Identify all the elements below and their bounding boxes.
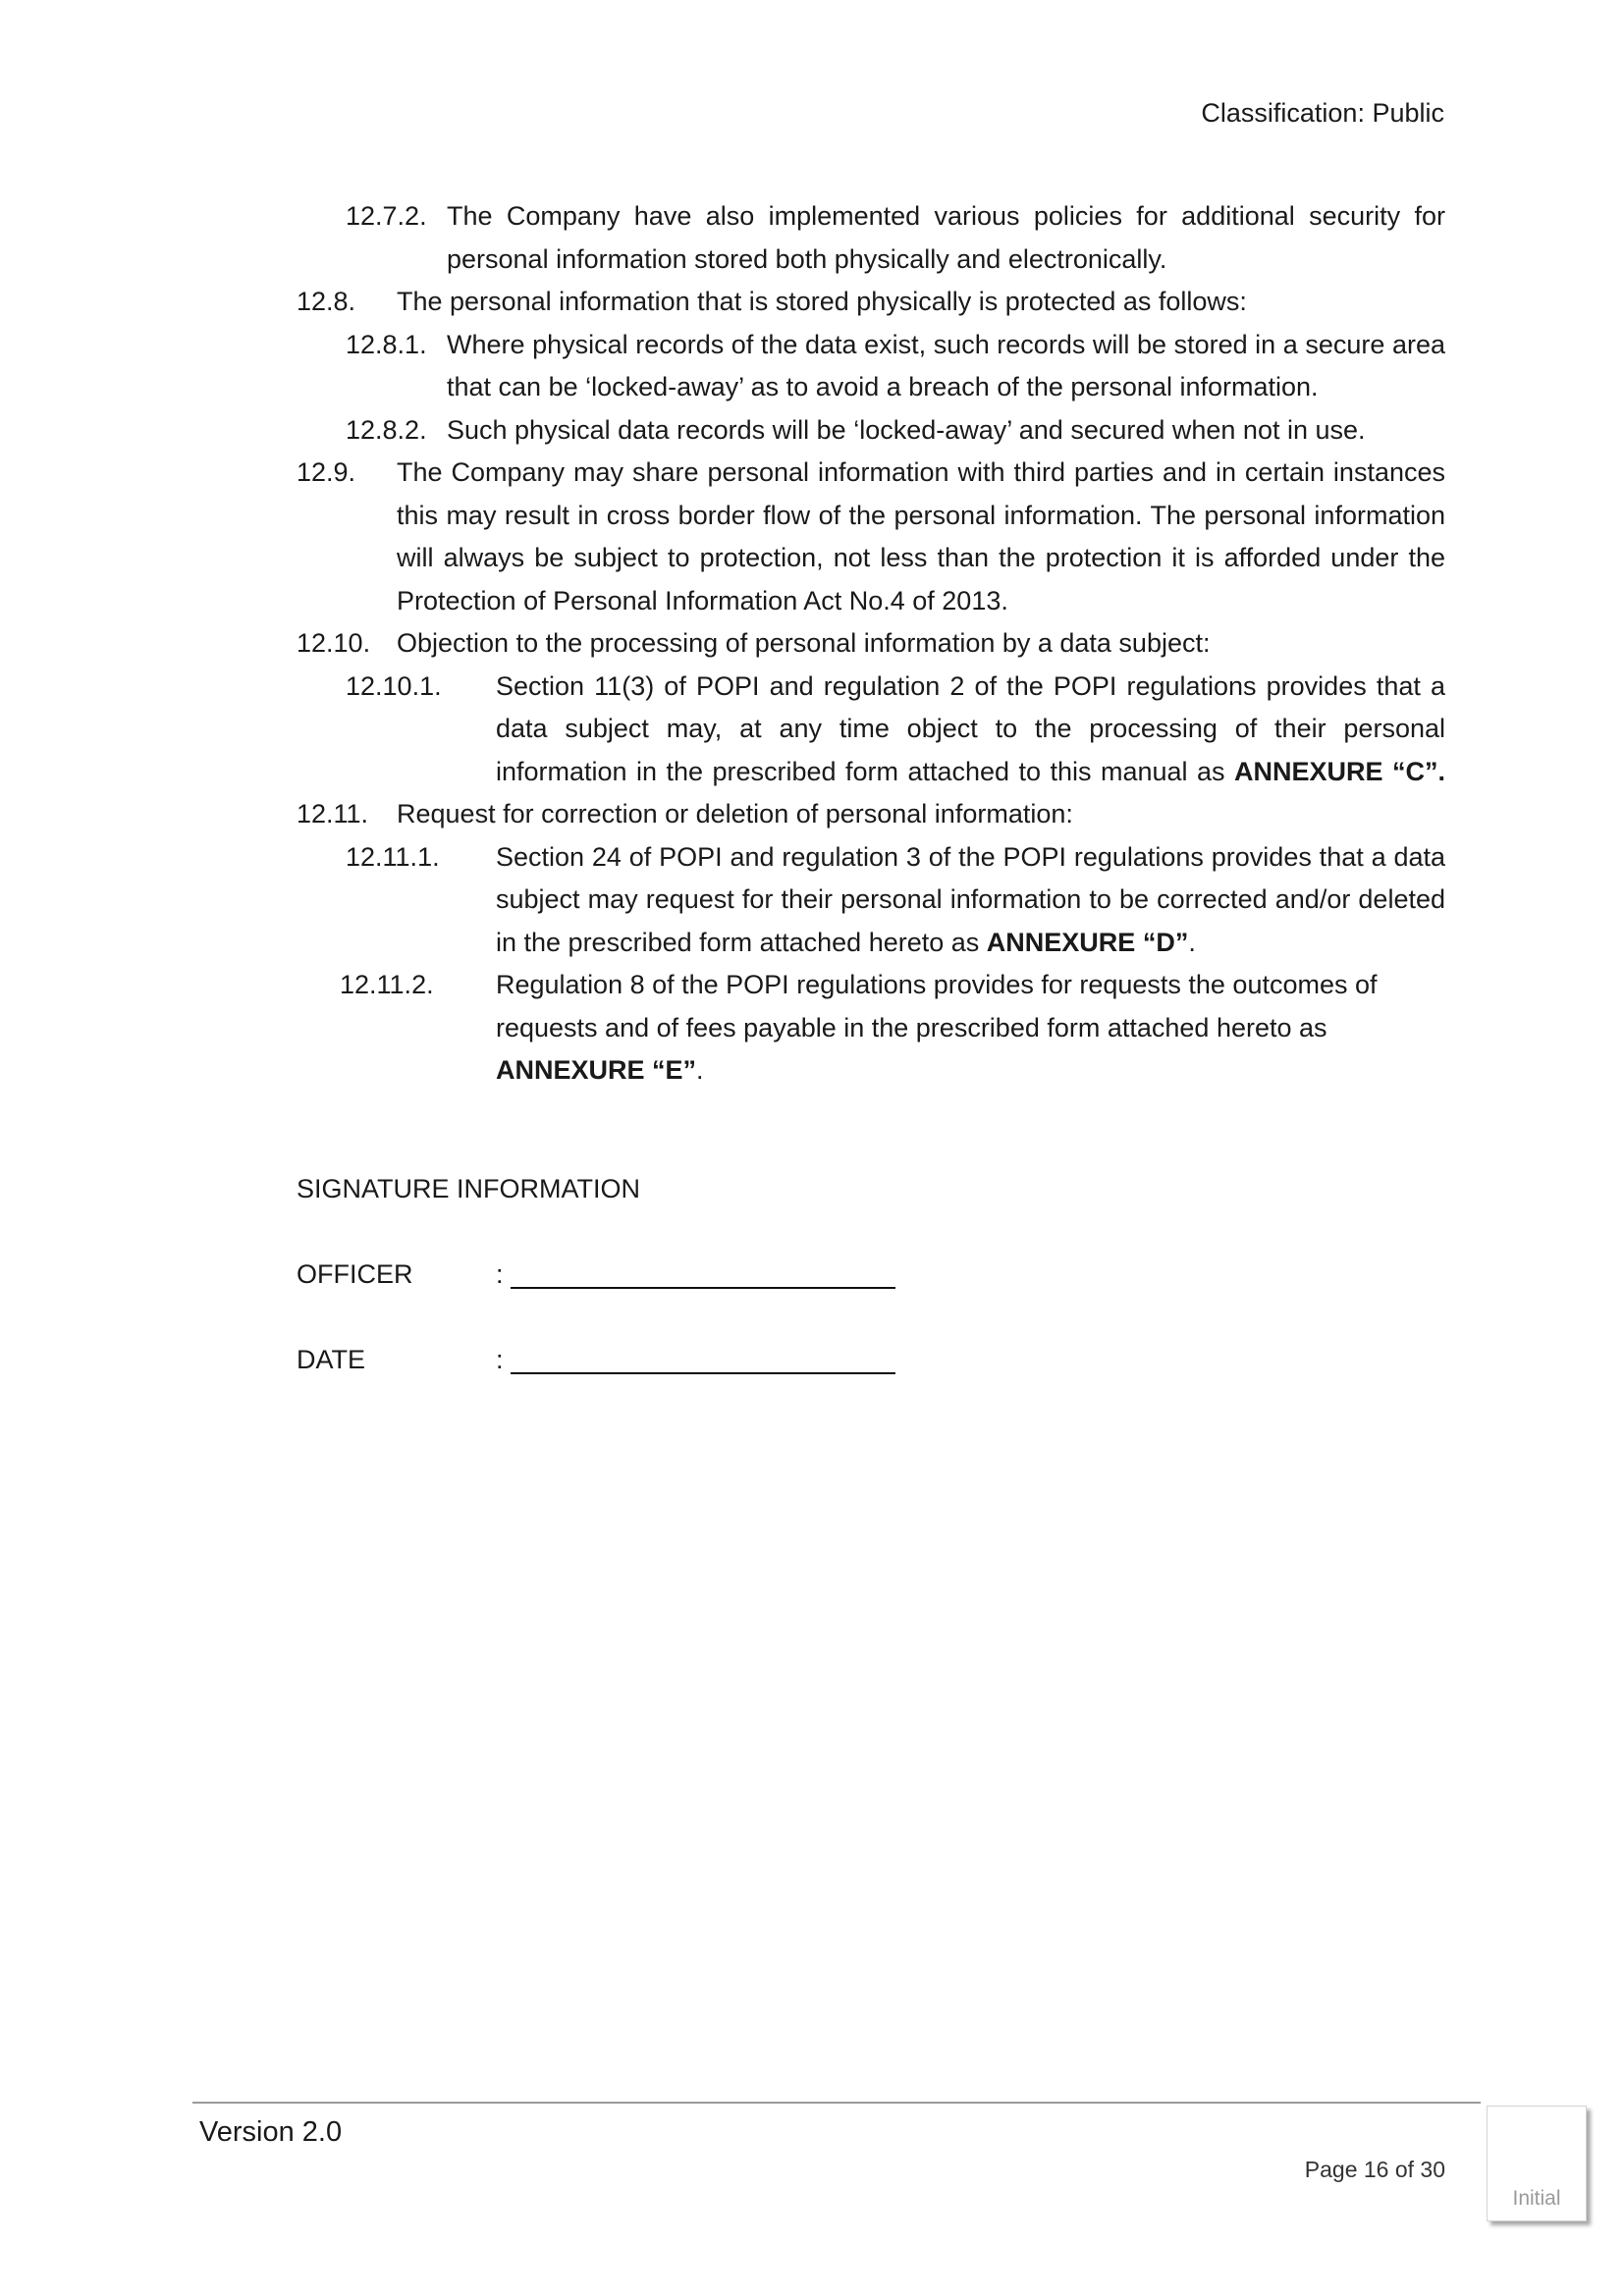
section-number: 12.7.2. bbox=[346, 201, 427, 231]
page-number: Page 16 of 30 bbox=[1304, 2157, 1445, 2182]
section-text: Where physical records of the data exist, such records will be stored in a secure area that can be ‘locked-away’ as to avoid a breach of the personal information. bbox=[447, 329, 1445, 401]
section-text bbox=[496, 666, 1445, 794]
section-text: The personal information that is stored physically is protected as follows: bbox=[397, 287, 1247, 316]
section-12-11-2 bbox=[0, 964, 1445, 1093]
section-number: 12.11.2. bbox=[340, 970, 434, 999]
date-colon: : bbox=[496, 1345, 504, 1374]
section-text: The Company may share personal information with third parties and in certain instances this may result in cross border flow of the personal information. The personal information will always be subject to protection, not less than the protection it is afforded under the Protection of Personal Information Act No.4 of 2013. bbox=[397, 457, 1445, 615]
section-12-8-2 bbox=[0, 409, 1445, 453]
section-number: 12.11.1. bbox=[346, 841, 440, 872]
section-text: Request for correction or deletion of personal information: bbox=[397, 799, 1073, 828]
section-text: The Company have also implemented various policies for additional security for personal information stored both physically and electronically. bbox=[447, 201, 1445, 274]
footer-divider bbox=[192, 2102, 1481, 2104]
section-number: 12.10. bbox=[297, 628, 371, 658]
section-12-10-1 bbox=[0, 666, 1445, 794]
section-12-11-1 bbox=[0, 836, 1445, 965]
section-12-10 bbox=[0, 622, 1445, 666]
section-number: 12.8. bbox=[297, 287, 356, 316]
section-text: Such physical data records will be ‘locked-away’ and secured when not in use. bbox=[447, 414, 1366, 445]
section-text-main: Section 11(3) of POPI and regulation 2 of the POPI regulations provides that a data subject may, at any time object to the processing of their personal information in the prescribed form attached to this manual as bbox=[496, 670, 1445, 786]
section-number: 12.9. bbox=[297, 457, 356, 487]
section-number: 12.8.2. bbox=[346, 414, 427, 445]
section-12-11 bbox=[0, 793, 1445, 836]
section-text-main: Section 24 of POPI and regulation 3 of the POPI regulations provides that a data subject may request for their personal information to be corrected and/or deleted in the prescribed form attached hereto as bbox=[496, 841, 1445, 957]
document-body bbox=[0, 195, 1624, 1093]
initial-box[interactable] bbox=[1487, 2106, 1587, 2221]
date-signature-line[interactable] bbox=[511, 1372, 895, 1374]
section-text: Objection to the processing of personal information by a data subject: bbox=[397, 628, 1211, 658]
section-12-9 bbox=[0, 452, 1445, 622]
officer-colon: : bbox=[496, 1259, 504, 1289]
initial-label: Initial bbox=[1512, 2187, 1561, 2210]
section-text-after: . bbox=[1188, 927, 1196, 957]
section-text bbox=[496, 836, 1445, 965]
signature-heading: SIGNATURE INFORMATION bbox=[297, 1174, 640, 1203]
version-label: Version 2.0 bbox=[199, 2116, 343, 2148]
officer-signature-line[interactable] bbox=[511, 1287, 895, 1289]
section-12-8 bbox=[0, 281, 1445, 324]
section-text-after: . bbox=[696, 1055, 704, 1085]
section-number: 12.8.1. bbox=[346, 329, 427, 359]
section-12-7-2 bbox=[0, 195, 1445, 281]
section-text bbox=[496, 964, 1445, 1093]
officer-label: OFFICER bbox=[297, 1259, 413, 1289]
annexure-e-ref: ANNEXURE “E” bbox=[496, 1055, 697, 1085]
classification-label: Classification: Public bbox=[1201, 98, 1444, 128]
section-number: 12.11. bbox=[297, 799, 369, 828]
annexure-c-ref: ANNEXURE “C”. bbox=[1234, 756, 1445, 786]
section-text-main: Regulation 8 of the POPI regulations provides for requests the outcomes of requests and of fees payable in the prescribed form attached hereto as bbox=[496, 970, 1378, 1042]
annexure-d-ref: ANNEXURE “D” bbox=[986, 927, 1189, 957]
section-number: 12.10.1. bbox=[346, 670, 442, 701]
date-label: DATE bbox=[297, 1345, 366, 1374]
section-12-8-1 bbox=[0, 324, 1445, 409]
